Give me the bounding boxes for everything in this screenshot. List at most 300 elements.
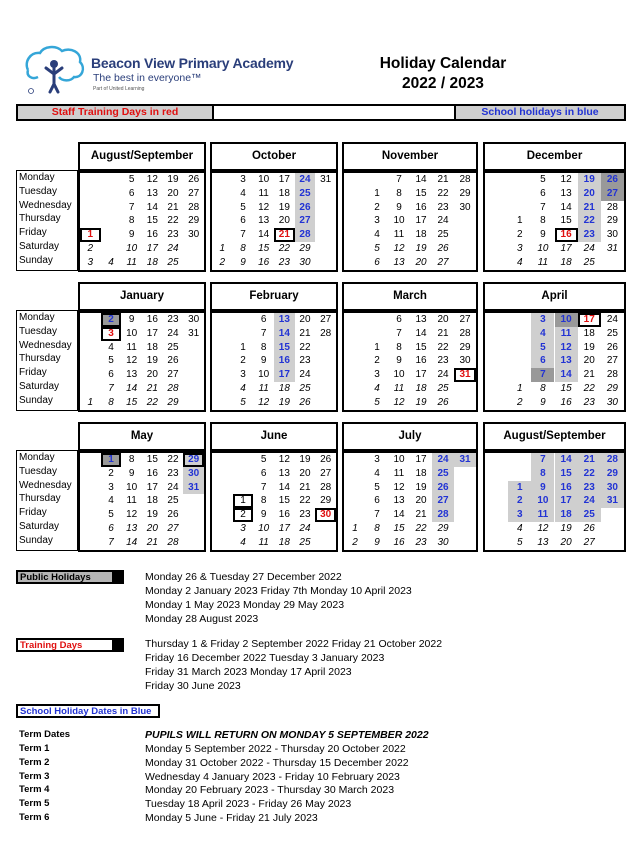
calendar-day: 10: [258, 369, 270, 381]
calendar-day: 13: [278, 467, 290, 479]
calendar-day: 8: [260, 495, 267, 507]
calendar-day: 12: [393, 396, 405, 408]
calendar-day: 11: [126, 495, 137, 507]
calendar-day: 8: [108, 396, 114, 408]
calendar-day: 22: [583, 383, 595, 394]
calendar-day: 19: [167, 174, 179, 185]
calendar-day: 6: [396, 314, 402, 325]
calendar-day: 27: [320, 467, 332, 479]
weekday-label: Saturday: [19, 380, 60, 392]
calendar-day: 30: [299, 256, 311, 268]
calendar-day: 21: [274, 228, 295, 242]
term-label: Term 3: [19, 770, 50, 782]
calendar-day: 13: [560, 355, 572, 367]
calendar-day: 24: [167, 327, 179, 339]
calendar-day: 21: [146, 536, 158, 548]
calendar-day: 7: [108, 383, 114, 394]
calendar-day: 1: [374, 187, 380, 199]
calendar-day: 29: [459, 341, 471, 353]
calendar-day: 4: [374, 229, 380, 241]
calendar-day: 18: [146, 495, 158, 507]
calendar-day: 16: [146, 467, 158, 479]
calendar-day: 15: [258, 243, 270, 254]
calendar-day: 8: [128, 215, 135, 227]
calendar-day: 10: [560, 314, 572, 325]
calendar-day: 8: [240, 243, 246, 254]
calendar-day: 1: [374, 341, 380, 353]
calendar-day: 4: [240, 536, 246, 548]
calendar-day: 18: [415, 467, 427, 479]
calendar-day: 16: [146, 229, 158, 241]
calendar-day: 6: [540, 355, 546, 367]
calendar-day: 12: [560, 341, 572, 353]
calendar-day: 21: [437, 174, 449, 185]
calendar-day: 26: [167, 509, 179, 521]
calendar-day: 11: [393, 467, 405, 479]
calendar-day: 12: [560, 174, 572, 185]
calendar-day: 31: [459, 454, 471, 465]
calendar-day: 24: [437, 454, 449, 465]
calendar-day: 19: [415, 243, 427, 254]
calendar-day: 9: [540, 229, 546, 241]
calendar-day: 23: [437, 201, 449, 213]
calendar-day: 23: [167, 229, 179, 241]
calendar-day: 30: [459, 355, 471, 367]
calendar-day: 11: [393, 229, 405, 241]
month-name: March: [342, 282, 478, 311]
calendar-day: 23: [437, 355, 449, 367]
calendar-day: 11: [537, 256, 549, 268]
calendar-day: 12: [393, 243, 405, 254]
school-small-print: Part of United Learning: [93, 86, 145, 92]
calendar-day: 7: [396, 327, 402, 339]
calendar-day: 9: [540, 396, 546, 408]
calendar-day: 11: [258, 383, 269, 394]
calendar-day: 13: [258, 215, 270, 227]
calendar-day: 25: [299, 187, 311, 199]
calendar-day: 18: [278, 187, 290, 199]
calendar-day: 14: [278, 481, 290, 493]
calendar-day: 22: [437, 341, 449, 353]
calendar-day: 15: [560, 383, 572, 394]
calendar-day: 5: [240, 396, 246, 408]
term-label: Term 1: [19, 743, 50, 754]
calendar-day: 10: [126, 327, 138, 339]
month-name: October: [210, 142, 338, 171]
calendar-day: 3: [516, 243, 523, 254]
calendar-day: 10: [393, 215, 405, 227]
calendar-day: 15: [126, 396, 138, 408]
calendar-day: 2: [516, 229, 523, 241]
calendar-day: 10: [126, 243, 138, 254]
calendar-day: 7: [260, 327, 267, 339]
calendar-day: 21: [583, 454, 595, 465]
calendar-day: 4: [108, 495, 114, 507]
calendar-day: 10: [537, 495, 549, 507]
page-title: [330, 54, 556, 94]
training-day-line: Thursday 1 & Friday 2 September 2022 Friday 21 October 2022: [145, 638, 443, 650]
training-day-line: Friday 30 June 2023: [145, 680, 241, 692]
calendar-day: 20: [415, 256, 427, 268]
calendar-day: 29: [167, 396, 179, 408]
calendar-day: 5: [108, 355, 114, 367]
calendar-day: 27: [606, 187, 618, 199]
calendar-day: 8: [540, 383, 546, 394]
calendar-day: 2: [101, 313, 122, 327]
calendar-day: 2: [516, 396, 523, 408]
public-holiday-line: Monday 1 May 2023 Monday 29 May 2023: [145, 599, 345, 611]
calendar-day: 19: [415, 481, 427, 493]
weekday-labels: [16, 170, 78, 271]
calendar-day: 21: [583, 201, 595, 213]
calendar-day: 10: [393, 369, 405, 381]
calendar-day: 17: [415, 215, 427, 227]
calendar-day: 15: [415, 341, 427, 353]
calendar-day: 24: [167, 243, 179, 254]
calendar-day: 7: [540, 454, 546, 465]
calendar-day: 17: [146, 243, 158, 254]
calendar-day: 14: [415, 174, 427, 185]
calendar-day: 23: [583, 229, 595, 241]
calendar-day: 17: [415, 454, 427, 465]
calendar-day: 22: [437, 187, 449, 199]
calendar-day: 6: [108, 369, 114, 381]
calendar-day: 3: [101, 327, 122, 341]
calendar-day: 7: [108, 536, 114, 548]
calendar-day: 28: [188, 201, 200, 213]
calendar-day: 10: [393, 454, 405, 465]
calendar-day: 4: [108, 256, 114, 268]
weekday-label: Sunday: [19, 254, 53, 266]
calendar-day: 16: [393, 536, 405, 548]
calendar-day: 31: [188, 481, 200, 493]
school-holiday-label: School Holiday Dates in Blue: [16, 704, 160, 718]
calendar-day: 24: [583, 495, 595, 507]
calendar-day: 17: [415, 369, 427, 381]
calendar-day: 23: [299, 509, 311, 521]
calendar-day: 1: [219, 243, 226, 254]
calendar-day: 23: [583, 396, 595, 408]
calendar-day: 15: [278, 495, 290, 507]
calendar-day: 1: [516, 383, 523, 394]
calendar-day: 7: [540, 201, 546, 213]
calendar-day: 16: [146, 314, 158, 325]
calendar-day: 16: [278, 509, 290, 521]
calendar-day: 30: [188, 467, 200, 479]
calendar-day: 19: [146, 509, 158, 521]
calendar-day: 5: [374, 481, 380, 493]
training-days-label: Training Days: [16, 638, 124, 652]
calendar-day: 18: [278, 383, 290, 394]
public-holiday-line: Monday 28 August 2023: [145, 613, 259, 625]
calendar-day: 29: [606, 467, 618, 479]
calendar-day: 24: [437, 215, 449, 227]
calendar-day: 28: [606, 454, 618, 465]
calendar-day: 18: [278, 536, 290, 548]
calendar-day: 27: [437, 495, 449, 507]
calendar-day: 5: [516, 536, 523, 548]
calendar-day: 17: [560, 495, 572, 507]
calendar-day: 25: [437, 383, 449, 394]
month-name: July: [342, 422, 478, 451]
calendar-day: 18: [583, 327, 595, 339]
calendar-day: 11: [126, 256, 137, 268]
calendar-day: 27: [459, 314, 471, 325]
calendar-day: 9: [540, 481, 546, 493]
calendar-day: 22: [278, 243, 290, 254]
calendar-day: 27: [583, 536, 595, 548]
calendar-day: 30: [459, 201, 471, 213]
month-name: January: [78, 282, 206, 311]
calendar-day: 12: [126, 355, 138, 367]
calendar-day: 19: [278, 201, 290, 213]
calendar-day: 17: [146, 481, 158, 493]
calendar-day: 13: [393, 256, 405, 268]
calendar-day: 8: [396, 187, 402, 199]
calendar-day: 6: [108, 523, 114, 534]
calendar-day: 22: [299, 341, 311, 353]
calendar-day: 2: [374, 201, 380, 213]
calendar-day: 5: [540, 341, 546, 353]
weekday-labels: [16, 310, 78, 411]
weekday-label: Friday: [19, 367, 47, 379]
calendar-day: 7: [396, 174, 402, 185]
calendar-day: 6: [374, 495, 380, 507]
calendar-day: 2: [87, 243, 94, 254]
calendar-day: 11: [560, 327, 572, 339]
title-line-2: 2022 / 2023: [402, 75, 484, 92]
calendar-day: 3: [374, 369, 380, 381]
title-line-1: Holiday Calendar: [379, 55, 507, 72]
term-value: Monday 20 February 2023 - Thursday 30 March 2023: [145, 784, 395, 797]
calendar-day: 2: [352, 536, 358, 548]
calendar-day: 4: [516, 256, 523, 268]
weekday-label: Saturday: [19, 520, 60, 532]
calendar-day: 20: [437, 314, 449, 325]
weekday-label: Tuesday: [19, 325, 57, 337]
calendar-day: 20: [299, 467, 311, 479]
calendar-day: 16: [555, 228, 578, 242]
calendar-day: 26: [167, 355, 179, 367]
calendar-day: 24: [167, 481, 179, 493]
calendar-day: 30: [188, 229, 200, 241]
calendar-day: 18: [415, 229, 427, 241]
calendar-day: 5: [540, 174, 546, 185]
month-name: August/September: [78, 142, 206, 171]
calendar-day: 29: [188, 215, 200, 227]
calendar-day: 28: [320, 327, 332, 339]
public-holiday-line: Monday 26 & Tuesday 27 December 2022: [145, 571, 342, 583]
calendar-day: 20: [278, 215, 290, 227]
calendar-day: 23: [167, 467, 179, 479]
calendar-day: 4: [374, 383, 380, 394]
calendar-day: 16: [560, 481, 572, 493]
calendar-day: 25: [606, 327, 618, 339]
calendar-day: 27: [167, 523, 179, 534]
calendar-day: 20: [299, 314, 311, 325]
calendar-day: 25: [167, 495, 179, 507]
calendar-day: 4: [240, 187, 246, 199]
calendar-day: 28: [606, 201, 618, 213]
term-label: Term 4: [19, 784, 50, 796]
calendar-day: 26: [606, 341, 618, 353]
calendar-day: 30: [606, 396, 618, 408]
calendar-day: 1: [87, 396, 94, 408]
calendar-day: 13: [393, 495, 405, 507]
calendar-day: 12: [146, 174, 158, 185]
calendar-day: 22: [146, 396, 158, 408]
calendar-day: 23: [583, 481, 595, 493]
calendar-day: 11: [537, 509, 549, 521]
school-name: Beacon View Primary Academy: [91, 55, 294, 71]
training-day-line: Friday 16 December 2022 Tuesday 3 January 2023: [145, 652, 385, 664]
calendar-day: 2: [108, 467, 114, 479]
calendar-day: 25: [437, 229, 449, 241]
calendar-day: 12: [278, 454, 290, 465]
calendar-day: 13: [537, 536, 549, 548]
calendar-day: 10: [258, 174, 270, 185]
public-holiday-line: Monday 2 January 2023 Friday 7th Monday 10 April 2023: [145, 585, 412, 597]
calendar-day: 20: [146, 369, 158, 381]
calendar-day: 31: [606, 243, 618, 254]
calendar-day: 6: [260, 314, 267, 325]
weekday-label: Thursday: [19, 353, 61, 365]
calendar-day: 15: [560, 215, 572, 227]
calendar-day: 26: [437, 396, 449, 408]
calendar-day: 17: [278, 369, 290, 381]
calendar-day: 6: [260, 467, 267, 479]
calendar-day: 14: [126, 383, 138, 394]
calendar-day: 29: [183, 453, 204, 467]
calendar-day: 22: [167, 215, 179, 227]
calendar-day: 18: [415, 383, 427, 394]
tree-logo-icon: [22, 44, 88, 98]
calendar-day: 3: [540, 314, 546, 325]
calendar-day: 7: [240, 229, 246, 241]
calendar-day: 25: [167, 256, 179, 268]
calendar-day: 4: [108, 341, 114, 353]
training-day-line: Friday 31 March 2023 Monday 17 April 2023: [145, 666, 352, 678]
weekday-label: Saturday: [19, 240, 60, 252]
calendar-day: 10: [258, 523, 270, 534]
calendar-day: 19: [583, 341, 595, 353]
calendar-day: 17: [560, 243, 572, 254]
month-name: August/September: [483, 422, 626, 451]
calendar-day: 7: [128, 201, 135, 213]
calendar-day: 15: [560, 467, 572, 479]
calendar-day: 11: [258, 536, 269, 548]
month-name: May: [78, 422, 206, 451]
calendar-day: 5: [240, 201, 246, 213]
calendar-day: 27: [299, 215, 311, 227]
calendar-day: 6: [540, 187, 546, 199]
calendar-day: 10: [126, 481, 138, 493]
calendar-day: 24: [437, 369, 449, 381]
calendar-day: 28: [167, 536, 179, 548]
calendar-day: 13: [560, 187, 572, 199]
calendar-day: 27: [437, 256, 449, 268]
calendar-day: 30: [606, 481, 618, 493]
school-tagline: The best in everyone™: [93, 72, 202, 84]
calendar-day: 20: [167, 187, 179, 199]
calendar-day: 18: [560, 256, 572, 268]
calendar-day: 17: [146, 327, 158, 339]
calendar-day: 31: [454, 368, 476, 382]
calendar-day: 18: [146, 341, 158, 353]
calendar-day: 30: [606, 229, 618, 241]
calendar-day: 20: [583, 187, 595, 199]
calendar-day: 29: [606, 215, 618, 227]
calendar-day: 25: [167, 341, 179, 353]
calendar-day: 24: [583, 243, 595, 254]
calendar-day: 28: [320, 481, 332, 493]
calendar-day: 14: [560, 454, 572, 465]
calendar-day: 22: [299, 495, 311, 507]
calendar-day: 25: [299, 383, 311, 394]
calendar-day: 5: [374, 243, 380, 254]
calendar-day: 26: [188, 174, 200, 185]
calendar-day: 13: [126, 369, 138, 381]
calendar-day: 14: [146, 201, 158, 213]
weekday-label: Tuesday: [19, 185, 57, 197]
calendar-day: 5: [108, 509, 114, 521]
calendar-day: 28: [459, 174, 471, 185]
weekday-label: Wednesday: [19, 339, 72, 351]
term-label: Term 5: [19, 798, 50, 810]
calendar-day: 8: [260, 341, 267, 353]
calendar-day: 21: [167, 201, 179, 213]
calendar-day: 31: [606, 495, 618, 507]
calendar-day: 27: [320, 314, 332, 325]
calendar-day: 21: [146, 383, 158, 394]
calendar-day: 5: [260, 454, 267, 465]
term-value: Monday 31 October 2022 - Thursday 15 December 2022: [145, 756, 409, 769]
calendar-day: 19: [583, 174, 595, 185]
calendar-day: 11: [258, 187, 269, 199]
calendar-day: 17: [578, 313, 601, 327]
term-dates-heading: Term Dates: [19, 729, 71, 740]
calendar-day: 22: [583, 467, 595, 479]
calendar-day: 14: [393, 509, 405, 521]
calendar-day: 27: [188, 187, 200, 199]
calendar-day: 18: [560, 509, 572, 521]
calendar-day: 14: [278, 327, 290, 339]
calendar-day: 21: [299, 327, 311, 339]
calendar-day: 13: [126, 523, 138, 534]
calendar-day: 3: [374, 454, 380, 465]
calendar-day: 24: [299, 369, 311, 381]
calendar-day: 16: [415, 355, 427, 367]
month-name: November: [342, 142, 478, 171]
weekday-label: Sunday: [19, 534, 53, 546]
calendar-day: 24: [299, 523, 311, 534]
calendar-day: 2: [516, 495, 523, 507]
calendar-day: 8: [540, 467, 546, 479]
calendar-day: 29: [320, 495, 332, 507]
calendar-day: 20: [583, 355, 595, 367]
calendar-day: 4: [374, 467, 380, 479]
calendar-day: 15: [393, 523, 405, 534]
weekday-label: Sunday: [19, 394, 53, 406]
calendar-day: 14: [560, 369, 572, 381]
legend-school-holidays: School holidays in blue: [456, 106, 624, 119]
calendar-day: 10: [537, 243, 549, 254]
calendar-day: 15: [278, 341, 290, 353]
calendar-day: 7: [540, 369, 546, 381]
school-logo: [22, 44, 292, 98]
calendar-day: 13: [278, 314, 290, 325]
calendar-day: 26: [437, 243, 449, 254]
